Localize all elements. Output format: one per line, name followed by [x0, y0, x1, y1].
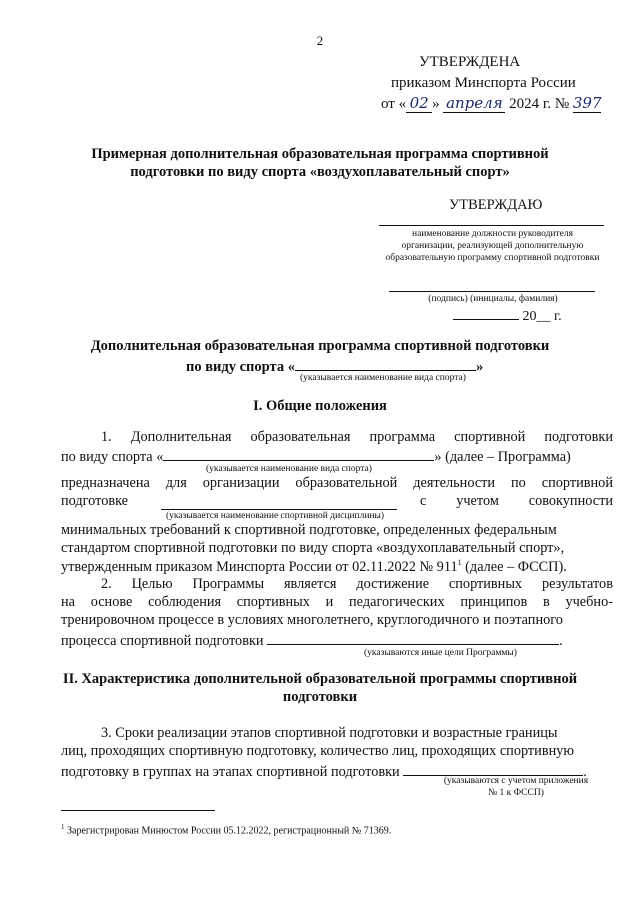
- p2-word: на: [61, 594, 75, 610]
- p1-word: по: [511, 475, 526, 491]
- approve-caption-1: наименование должности руководителя: [412, 229, 573, 239]
- p1-word: деятельности: [413, 475, 496, 491]
- p2-word: спортивных: [236, 594, 310, 610]
- p1-sport-blank: [163, 446, 434, 461]
- p1-word: образовательной: [295, 475, 398, 491]
- approve-sign-caption: (подпись) (инициалы, фамилия): [428, 294, 558, 304]
- p2-word: является: [283, 576, 337, 592]
- p1-discipline-blank: [161, 509, 397, 510]
- approval-date-line: [381, 94, 601, 113]
- p1-line7: [61, 558, 567, 576]
- p2-word: спортивных: [448, 576, 523, 592]
- p2-goals-blank: [267, 630, 559, 645]
- program-title-blank: [295, 356, 476, 371]
- p1-word: 1.: [101, 429, 112, 445]
- p1-word: программа: [369, 429, 436, 445]
- section2-heading-line1: II. Характеристика дополнительной образовательной программы спортивной: [62, 671, 578, 687]
- p2-line4: [61, 630, 563, 650]
- p1-caption-discipline: (указывается наименование спортивной дисциплины): [166, 511, 385, 521]
- p1-word: подготовки: [544, 429, 613, 445]
- p1-line2-prefix: по виду спорта «: [61, 449, 164, 465]
- program-title-prefix: по виду спорта «: [186, 359, 295, 375]
- approve-caption-2: организации, реализующей дополнительную: [401, 241, 584, 251]
- p2-word: и: [325, 594, 334, 610]
- p1-word: спортивной: [541, 475, 613, 491]
- p1-line7-b: (далее – ФССП).: [461, 558, 567, 575]
- p2-word: Целью: [131, 576, 173, 592]
- section2-heading-line2: подготовки: [282, 689, 358, 705]
- footnote-ref: 1: [457, 558, 462, 567]
- p1-word: предназначена: [61, 475, 150, 491]
- p1-line4-right: [420, 493, 613, 510]
- approval-year-number: 2024 г. №: [509, 96, 570, 112]
- p1-line2: [61, 446, 571, 466]
- footnote-mark: 1: [61, 823, 65, 831]
- p2-line3: тренировочном процессе в условиях многолетнего, круглогодичного и поэтапного: [61, 612, 563, 628]
- p2-word: педагогических: [349, 594, 445, 610]
- p2-word: соблюдения: [148, 594, 222, 610]
- p1-word: Дополнительная: [130, 429, 232, 445]
- p1-word: образовательная: [250, 429, 351, 445]
- p2-line4-suffix: .: [559, 633, 563, 649]
- approve-date-blank: [453, 305, 519, 320]
- p2-word: принципов: [460, 594, 528, 610]
- p1-line2-suffix: » (далее – Программа): [434, 449, 571, 465]
- footnote: [61, 823, 391, 836]
- approve-date-tail: 20__ г.: [522, 309, 562, 324]
- footnote-text: Зарегистрирован Минюстом России 05.12.2022, регистрационный № 71369.: [64, 825, 392, 837]
- p3-line3-suffix: .: [583, 764, 587, 780]
- p2-word: 2.: [101, 576, 112, 592]
- p2-word: достижение: [356, 576, 430, 592]
- approval-from-prefix: от «: [381, 96, 407, 112]
- approve-title: УТВЕРЖДАЮ: [449, 197, 543, 213]
- p2-line1: [101, 576, 613, 593]
- p3-line3-prefix: подготовку в группах на этапах спортивной подготовки: [61, 764, 400, 780]
- p2-line2: [61, 594, 613, 611]
- approve-date-row: [453, 305, 562, 325]
- approval-order-line: приказом Минспорта России: [391, 75, 576, 91]
- p3-count-blank: [403, 761, 583, 776]
- p2-word: результатов: [541, 576, 613, 592]
- p1-line3: [61, 475, 613, 492]
- approval-order-number-handwritten: 397: [572, 94, 602, 112]
- p3-caption-1: (указываются с учетом приложения: [443, 776, 589, 786]
- p1-word: для: [165, 475, 187, 491]
- p1-line1: [101, 429, 613, 446]
- p1-word: организации: [202, 475, 280, 491]
- p3-line1: 3. Сроки реализации этапов спортивной подготовки и возрастные границы: [101, 725, 558, 741]
- p2-word: основе: [90, 594, 133, 610]
- page-number: 2: [316, 33, 324, 48]
- p1-line7-a: утвержденным приказом Минспорта России от 02.11.2022 № 911: [61, 558, 458, 575]
- footnote-separator: [61, 810, 215, 811]
- p1-caption-sport: (указывается наименование вида спорта): [206, 464, 372, 474]
- approval-day-handwritten: 02: [406, 94, 432, 113]
- p1-line4-left: подготовке: [61, 493, 129, 509]
- p2-caption-goals: (указываются иные цели Программы): [364, 648, 517, 658]
- program-title-suffix: »: [475, 359, 484, 375]
- p3-line2: лиц, проходящих спортивную подготовку, количество лиц, проходящих спортивную: [61, 743, 575, 759]
- p3-caption-2: № 1 к ФССП): [488, 788, 544, 798]
- approve-signature-line-2: [389, 291, 595, 292]
- p2-line4-prefix: процесса спортивной подготовки: [61, 633, 264, 649]
- p1-line6: стандартом спортивной подготовки по виду спорта «воздухоплавательный спорт»,: [61, 540, 565, 556]
- doc-title-line1: Примерная дополнительная образовательная программа спортивной: [91, 146, 549, 162]
- p1-word: с: [420, 493, 427, 509]
- approve-caption-3: образовательную программу спортивной подготовки: [385, 253, 600, 263]
- approval-title: УТВЕРЖДЕНА: [419, 54, 521, 70]
- approve-signature-line-1: [379, 225, 604, 226]
- p2-word: учебно-: [565, 594, 613, 610]
- program-title-caption: (указывается наименование вида спорта): [300, 373, 466, 383]
- p1-word: спортивной: [454, 429, 526, 445]
- approval-quote-close: »: [432, 96, 440, 112]
- program-title-line1: Дополнительная образовательная программа спортивной подготовки: [90, 338, 550, 354]
- p1-word: учетом: [456, 493, 499, 509]
- p1-word: совокупности: [528, 493, 613, 509]
- p1-line5: минимальных требований к спортивной подготовке, определенных федеральным: [61, 522, 557, 538]
- doc-title-line2: подготовки по виду спорта «воздухоплавательный спорт»: [130, 164, 510, 180]
- section1-heading: I. Общие положения: [253, 398, 387, 414]
- p2-word: в: [542, 594, 550, 610]
- approval-month-handwritten: апреля: [443, 94, 505, 113]
- p2-word: Программы: [192, 576, 265, 592]
